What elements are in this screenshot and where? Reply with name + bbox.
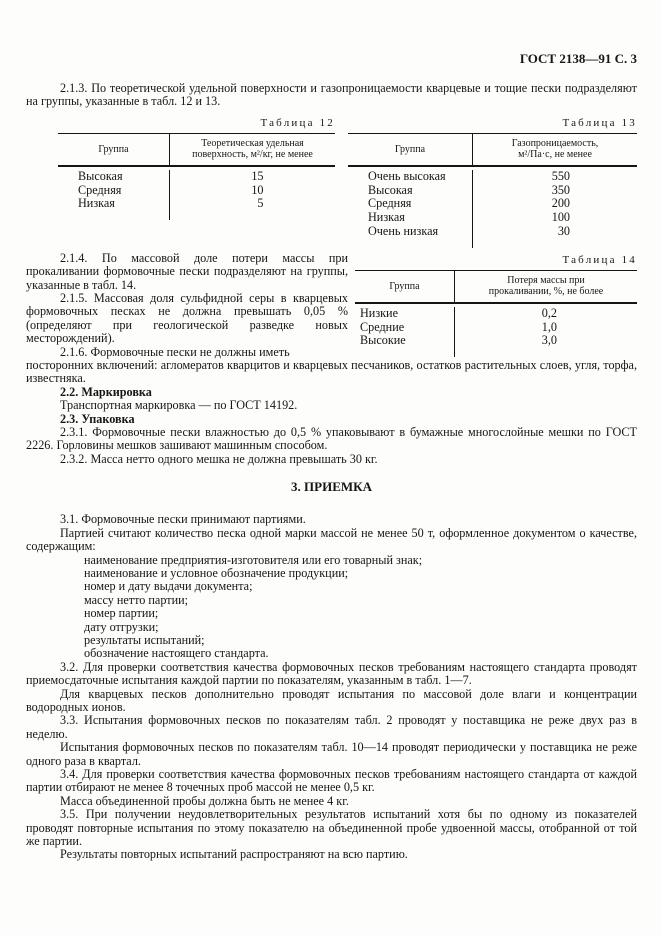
- list-item: дату отгрузки;: [84, 619, 159, 634]
- paragraph-2-1-6-continuation: посторонних включений: агломератов кварцитов и кварцевых песчаников, остатков растительных слоев, угля, торфа, известняка.: [26, 358, 637, 386]
- table-12-header-row: [58, 134, 335, 167]
- table-13-label: Таблица 13: [562, 116, 637, 129]
- row-value: 100: [551, 210, 570, 225]
- table-row: [348, 197, 637, 211]
- row-label: Низкая: [58, 197, 170, 211]
- row-value: 200: [551, 196, 570, 211]
- table-13-block: [348, 117, 637, 248]
- header-line: Газопроницаемость,: [511, 137, 599, 149]
- table-row: [348, 211, 637, 225]
- tables-12-13-row: [26, 117, 637, 248]
- table-12-block: [58, 117, 335, 248]
- row-value: 550: [551, 168, 570, 183]
- table-row: [58, 197, 335, 211]
- table-row: [348, 184, 637, 198]
- paragraph-2-1-5: 2.1.5. Массовая доля сульфидной серы в кварцевых формовочных песках не должна превышать 0,05 % (определяют при геологической разведке новых месторождений).: [26, 291, 348, 346]
- row-label: Высокие: [355, 334, 455, 348]
- row-value: 15: [251, 168, 264, 183]
- paragraph-3-5: 3.5. При получении неудовлетворительных результатов испытаний хотя бы по одному из показателей проводят повторные испытания по этому показателю на объединенной пробе удвоенной массы, отобранной от той же партии.: [26, 807, 637, 849]
- header-line: Теоретическая удельная: [201, 137, 304, 149]
- paragraph-2-3-2: 2.3.2. Масса нетто одного мешка не должна превышать 30 кг.: [60, 451, 378, 466]
- paragraph-3-2: 3.2. Для проверки соответствия качества формовочных песков требованиям настоящего стандарта проводят приемосдаточные испытания каждой партии по показателям, указанным в табл. 1—7.: [26, 659, 637, 688]
- row-value: 3,0: [541, 333, 557, 348]
- row-value: 1,0: [541, 319, 557, 334]
- list-item: обозначение настоящего стандарта.: [84, 646, 269, 661]
- paragraph-2-1-4: 2.1.4. По массовой доле потери массы при прокаливании формовочные пески подразделяют на группы, указанные в табл. 14.: [26, 250, 348, 292]
- table-12-col-header-value: [170, 134, 335, 165]
- row-label: Средняя: [58, 184, 170, 198]
- table-row: [355, 321, 637, 335]
- row-label: Низкая: [348, 211, 473, 225]
- table-14-label: Таблица 14: [562, 253, 637, 266]
- row-value: 10: [251, 182, 264, 197]
- page-header: ГОСТ 2138—91 С. 3: [519, 51, 637, 66]
- table-14-col-header-value: [455, 271, 637, 302]
- paragraph: Масса объединенной пробы должна быть не менее 4 кг.: [60, 793, 349, 808]
- paragraph: Испытания формовочных песков по показателям табл. 10—14 проводят периодически у поставщика не реже одного раза в квартал.: [26, 740, 637, 768]
- two-column-block: [26, 252, 637, 359]
- table-row: [58, 184, 335, 198]
- header-line: поверхность, м²/кг, не менее: [192, 149, 313, 161]
- paragraph: Для кварцевых песков дополнительно проводят испытания по массовой доле влаги и концентрации водородных ионов.: [26, 686, 637, 714]
- list-item: результаты испытаний;: [84, 632, 205, 647]
- table-row: [355, 334, 637, 348]
- table-14-col-header-group: Группа: [355, 271, 455, 302]
- table-12-label: Таблица 12: [260, 116, 335, 129]
- list-item: наименование предприятия-изготовителя или его товарный знак;: [84, 552, 423, 567]
- paragraph-2-3-1: 2.3.1. Формовочные пески влажностью до 0,5 % упаковывают в бумажные многослойные мешки по ГОСТ 2226. Горловины мешков зашивают машинным способом.: [26, 425, 637, 453]
- paragraph-3-1: 3.1. Формовочные пески принимают партиями.: [60, 512, 306, 527]
- paragraph: Партией считают количество песка одной марки массой не менее 50 т, оформленное документом о качестве, содержащим:: [26, 525, 637, 554]
- paragraph-2-1-6-start: 2.1.6. Формовочные пески не должны иметь: [60, 344, 290, 359]
- row-label: Высокая: [58, 170, 170, 184]
- row-label: Очень высокая: [348, 170, 473, 184]
- row-label: Средняя: [348, 197, 473, 211]
- paragraph-3-3: 3.3. Испытания формовочных песков по показателям табл. 2 проводят у поставщика не реже двух раз в неделю.: [26, 713, 637, 741]
- section-3-heading: 3. ПРИЕМКА: [291, 479, 372, 495]
- table-14-block: [355, 252, 637, 359]
- heading-2-2: 2.2. Маркировка: [60, 384, 152, 399]
- row-label: Средние: [355, 321, 455, 335]
- header-line: м²/Па·с, не менее: [518, 149, 592, 161]
- table-12-body: [58, 167, 335, 220]
- header-line: Потеря массы при: [507, 274, 585, 286]
- list-item: номер партии;: [84, 606, 159, 621]
- left-text-column: [26, 252, 348, 359]
- list-item: наименование и условное обозначение продукции;: [84, 565, 349, 580]
- table-tail: [348, 239, 637, 248]
- table-tail: [58, 211, 335, 220]
- paragraph-2-1-3: 2.1.3. По теоретической удельной поверхности и газопроницаемости кварцевые и тощие пески подразделяют на группы, указанные в табл. 12 и 13.: [26, 81, 637, 109]
- row-value: 0,2: [541, 305, 557, 320]
- table-row: [58, 170, 335, 184]
- paragraph: Результаты повторных испытаний распространяют на всю партию.: [60, 847, 408, 862]
- table-13-col-header-value: [473, 134, 637, 165]
- paragraph-3-4: 3.4. Для проверки соответствия качества формовочных песков требованиям настоящего стандарта от каждой партии отбирают не менее 8 точечных проб массой не менее 0,5 кг.: [26, 767, 637, 795]
- row-value: 350: [551, 182, 570, 197]
- table-row: [348, 170, 637, 184]
- table-14: [355, 270, 637, 357]
- table-tail: [355, 348, 637, 357]
- table-13-body: [348, 167, 637, 248]
- table-12: [58, 133, 335, 220]
- table-14-header-row: [355, 271, 637, 304]
- list-item: массу нетто партии;: [84, 592, 189, 607]
- table-13: [348, 133, 637, 248]
- table-14-body: [355, 304, 637, 357]
- table-row: [355, 307, 637, 321]
- row-label: Высокая: [348, 184, 473, 198]
- table-13-header-row: [348, 134, 637, 167]
- table-12-col-header-group: Группа: [58, 134, 170, 165]
- table-row: [348, 225, 637, 239]
- paragraph-marking: Транспортная маркировка — по ГОСТ 14192.: [60, 398, 298, 413]
- table-13-col-header-group: Группа: [348, 134, 473, 165]
- header-line: прокаливании, %, не более: [488, 286, 604, 298]
- row-value: 5: [257, 196, 264, 211]
- heading-2-3: 2.3. Упаковка: [60, 411, 135, 426]
- row-label: Низкие: [355, 307, 455, 321]
- row-label: Очень низкая: [348, 225, 473, 239]
- list-item: номер и дату выдачи документа;: [84, 579, 253, 594]
- row-value: 30: [557, 224, 570, 238]
